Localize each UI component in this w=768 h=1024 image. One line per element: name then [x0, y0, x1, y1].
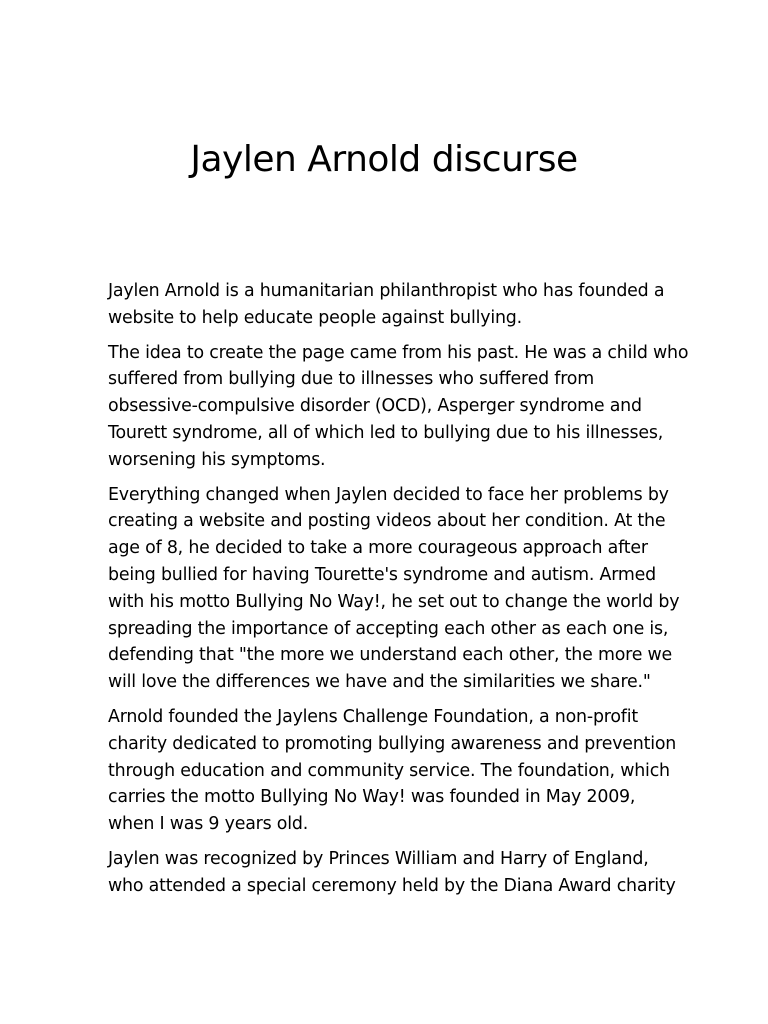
paragraph-intro [108, 278, 668, 332]
text-line: The idea to create the page came from his past. He was a child who [108, 342, 689, 363]
text-line: worsening his symptoms. [108, 449, 326, 470]
text-line: Jaylen was recognized by Princes William and Harry of England, [108, 848, 649, 869]
text-line: will love the differences we have and the similarities we share." [108, 672, 651, 693]
paragraph-background [108, 340, 689, 474]
text-line: spreading the importance of accepting each other as each one is, [108, 618, 669, 639]
text-line: obsessive-compulsive disorder (OCD), Asperger syndrome and [108, 396, 642, 417]
text-line: who attended a special ceremony held by the Diana Award charity [108, 875, 676, 896]
text-line: Jaylen Arnold is a humanitarian philanthropist who has founded a [108, 281, 665, 301]
document-title: Jaylen Arnold discurse [190, 139, 578, 180]
text-line: being bullied for having Tourette's syndrome and autism. Armed [108, 564, 656, 585]
text-line: through education and community service. The foundation, which [108, 760, 670, 781]
text-line: Everything changed when Jaylen decided to face her problems by [108, 484, 669, 505]
paragraph-recognition [108, 846, 676, 900]
text-line: Arnold founded the Jaylens Challenge Foundation, a non-profit [108, 706, 638, 727]
text-line: when I was 9 years old. [108, 814, 309, 835]
text-line: website to help educate people against bullying. [108, 307, 522, 328]
text-line: Tourett syndrome, all of which led to bullying due to his illnesses, [108, 422, 664, 443]
paragraph-change [108, 482, 680, 696]
text-line: with his motto Bullying No Way!, he set out to change the world by [108, 591, 680, 612]
text-line: defending that "the more we understand each other, the more we [108, 645, 673, 666]
text-line: carries the motto Bullying No Way! was founded in May 2009, [108, 787, 636, 808]
text-line: charity dedicated to promoting bullying awareness and prevention [108, 733, 677, 754]
document-body [108, 278, 689, 908]
paragraph-foundation [108, 704, 677, 838]
text-line: creating a website and posting videos about her condition. At the [108, 511, 666, 532]
text-line: suffered from bullying due to illnesses who suffered from [108, 369, 594, 390]
text-line: age of 8, he decided to take a more courageous approach after [108, 538, 648, 559]
